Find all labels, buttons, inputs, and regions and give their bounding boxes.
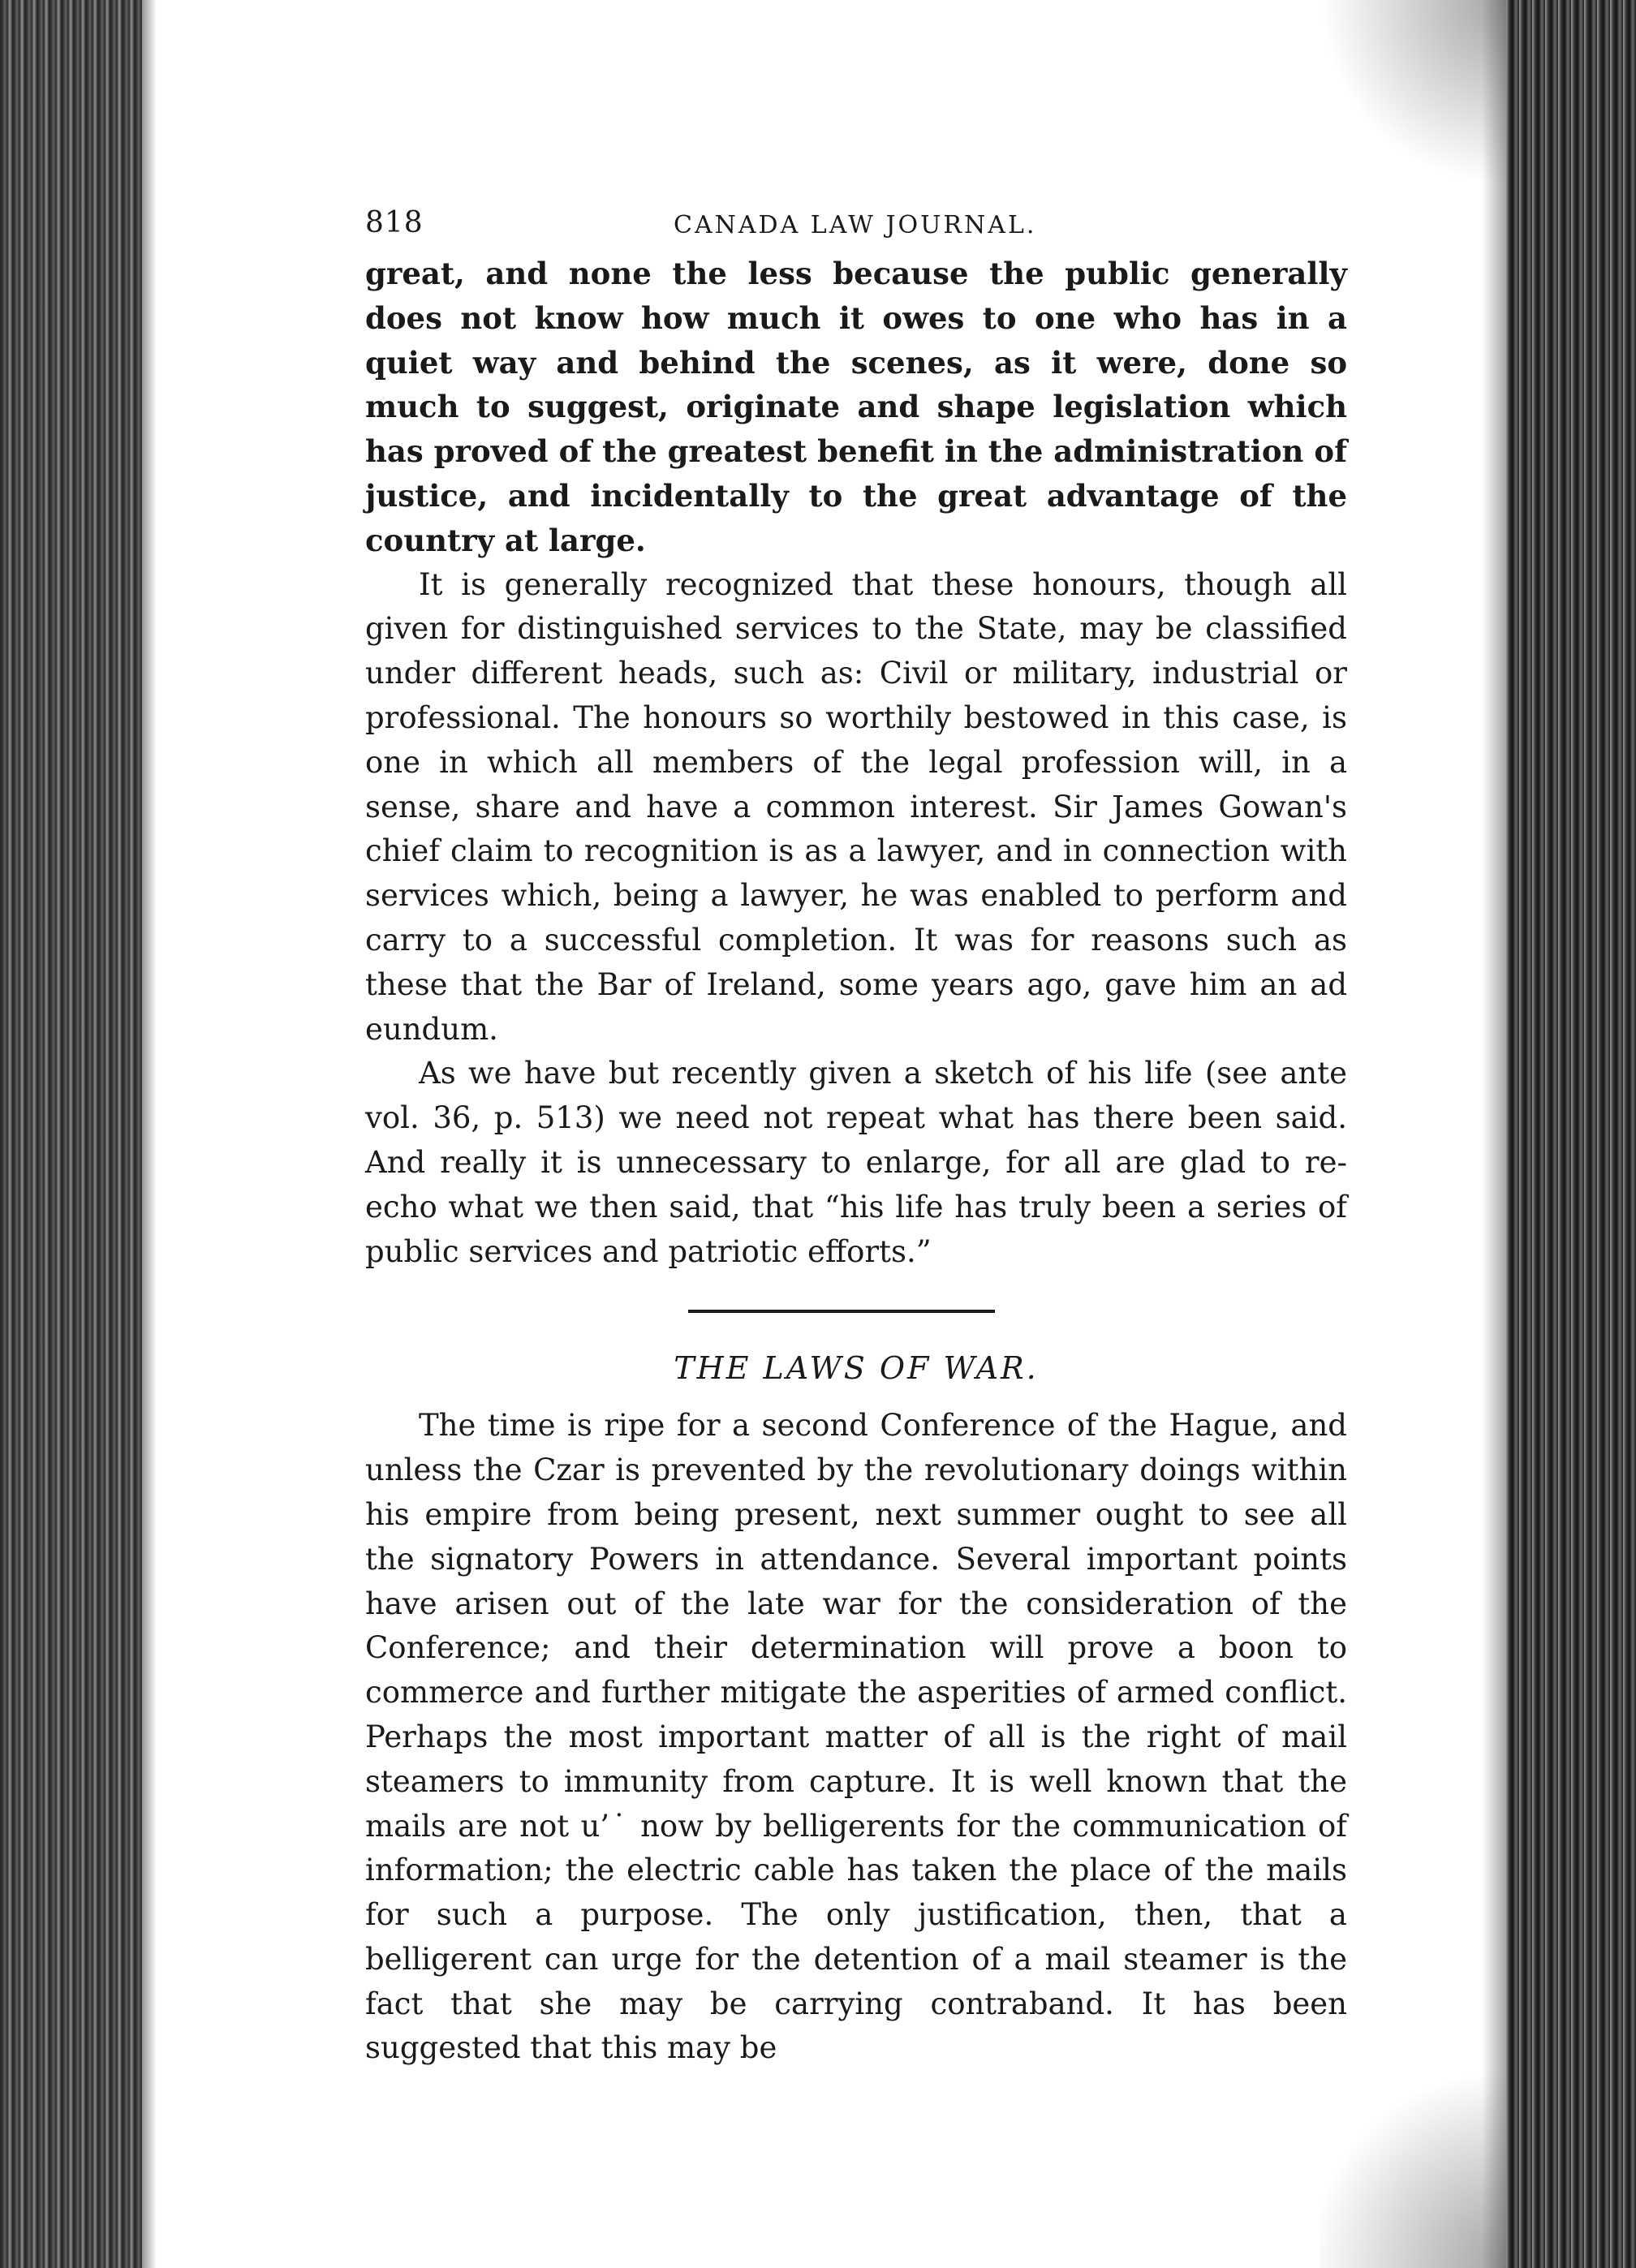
- left-binding-shadow: [0, 0, 142, 2268]
- running-head: [365, 203, 1347, 252]
- paragraph-continuation: great, and none the less because the public generally does not know how much it owes to one who has in a quiet way and behind the scenes, as it were, done so much to suggest, originate and shape legislation which has proved of the greatest benefit in the administration of justice, and incidentally to the great advantage of the country at large.: [365, 256, 1347, 558]
- section-heading: THE LAWS OF WAR.: [674, 1350, 1039, 1387]
- journal-title: CANADA LAW JOURNAL.: [674, 211, 1037, 239]
- paragraph-laws-of-war: The time is ripe for a second Conference of the Hague, and unless the Czar is prevented by the revolutionary doings within his empire from being present, next summer ought to see all the signatory Powers in attendance. Several important points have arisen out of the late war for the consideration of the Conference; and their determination will prove a boon to commerce and further mitigate the asperities of armed conflict. Perhaps the most important matter of all is the right of mail steamers to immunity from capture. It is well known that the mails are not u’˙ now by belligerents for the communication of information; the electric cable has taken the place of the mails for such a purpose. The only justification, then, that a belligerent can urge for the detention of a mail steamer is the fact that she may be carrying contraband. It has been suggested that this may be: [365, 1408, 1347, 2066]
- paragraph-sketch: As we have but recently given a sketch of his life (see ante vol. 36, p. 513) we need not repeat what has there been said. And really it is unnecessary to enlarge, for all are glad to re-echo what we then said, that “his life has truly been a series of public services and patriotic efforts.”: [365, 1056, 1347, 1269]
- right-binding-shadow: [1506, 0, 1636, 2268]
- scan-speckle-top: [1320, 0, 1506, 187]
- section-divider: [688, 1310, 995, 1313]
- scan-speckle-bottom: [1320, 2057, 1506, 2268]
- paragraph-honours: It is generally recognized that these honours, though all given for distinguished services to the State, may be classified under different heads, such as: Civil or military, industrial or professional. The honours so worthily bestowed in this case, is one in which all members of the legal profession will, in a sense, share and have a common interest. Sir James Gowan's chief claim to recognition is as a lawyer, and in connection with services which, being a lawyer, he was enabled to perform and carry to a successful completion. It was for reasons such as these that the Bar of Ireland, some years ago, gave him an ad eundum.: [365, 566, 1347, 1047]
- page-number: 818: [365, 206, 424, 239]
- journal-page: [365, 203, 1347, 2071]
